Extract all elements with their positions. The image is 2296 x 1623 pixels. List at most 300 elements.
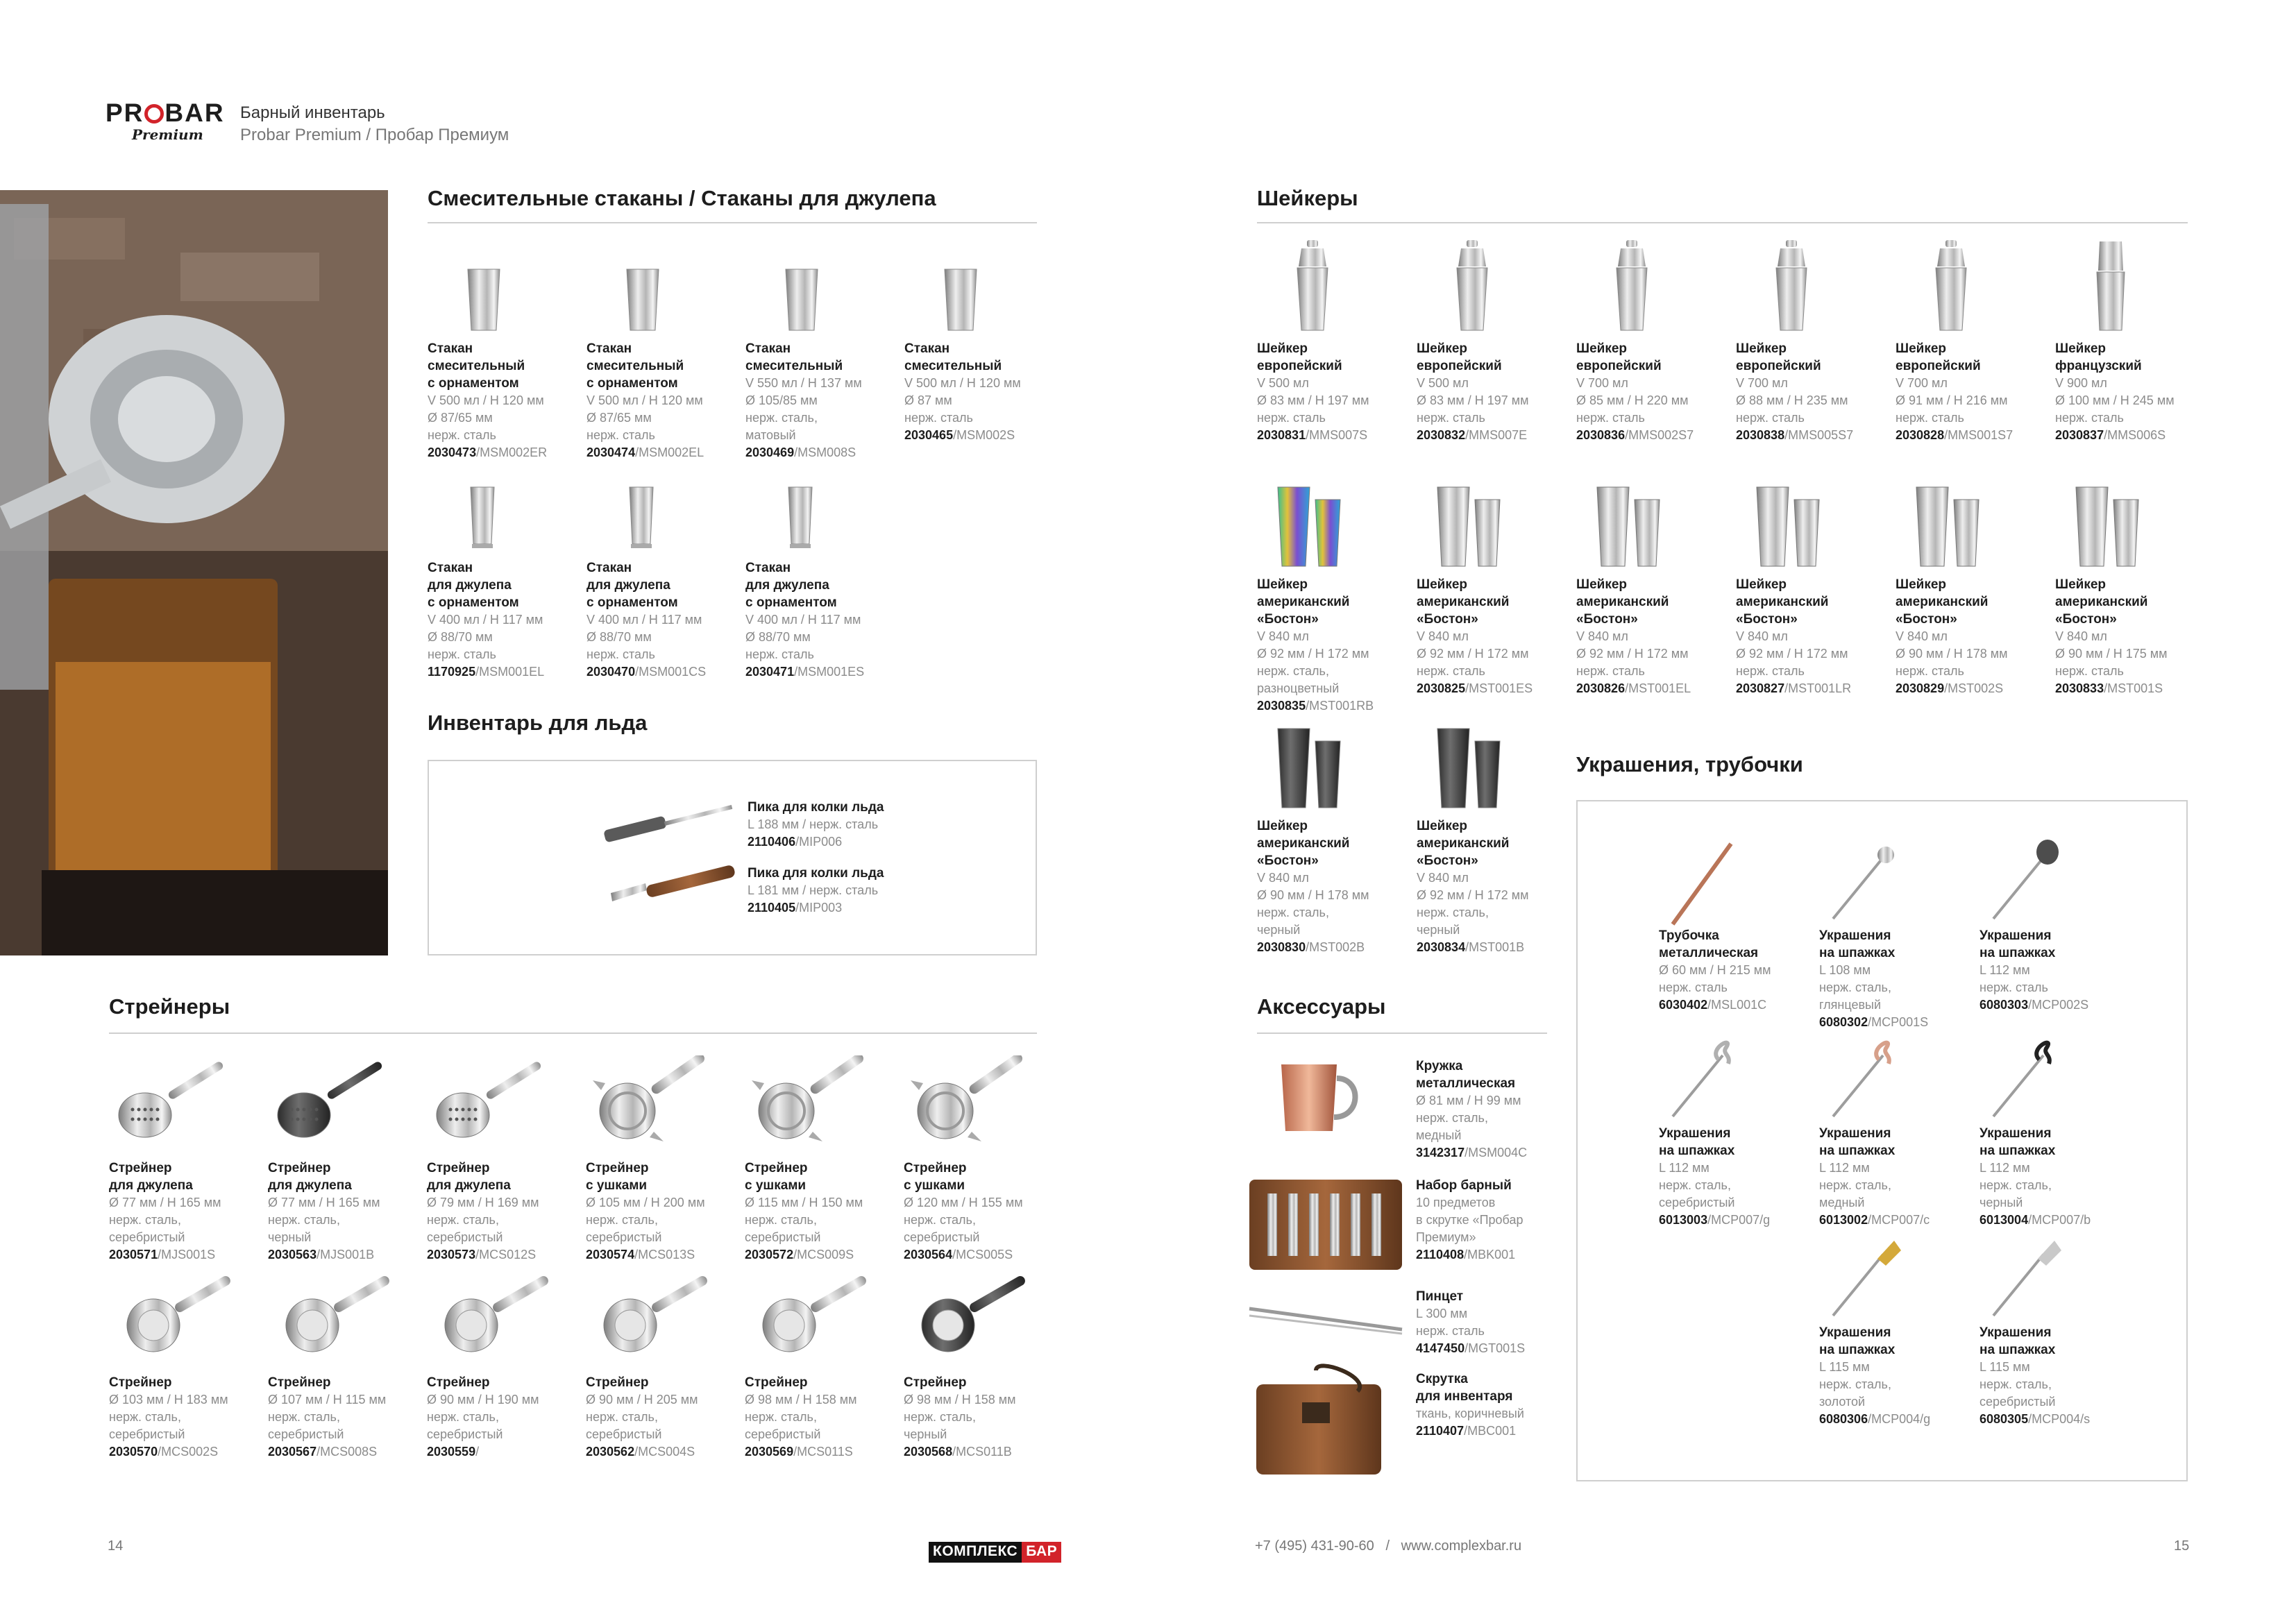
product-desc: V 840 мл Ø 92 мм / H 172 мм нерж. сталь xyxy=(1736,629,1848,678)
product-card[interactable] xyxy=(109,1055,262,1264)
product-code-number: 2030465 xyxy=(904,428,954,442)
product-sku: /MJS001S xyxy=(158,1248,216,1261)
product-name: Шейкер американский «Бостон» xyxy=(1257,577,1350,627)
product-image xyxy=(745,258,898,340)
product-code-number: 2030836 xyxy=(1576,428,1626,442)
product-image xyxy=(1736,472,1889,576)
page-number-right: 15 xyxy=(2174,1538,2190,1554)
product-name: Украшения на шпажках xyxy=(1819,928,1896,960)
product-code-number: 6013004 xyxy=(1980,1213,2029,1227)
complexbar-logo xyxy=(929,1542,1061,1563)
product-desc: L 108 мм нерж. сталь, глянцевый xyxy=(1819,963,1891,1012)
product-name: Стакан смесительный xyxy=(904,341,1002,373)
header-title: Барный инвентарь xyxy=(240,103,385,122)
product-code-number: 2110405 xyxy=(748,901,796,915)
product-card[interactable] xyxy=(904,1055,1056,1264)
product-desc: Ø 81 мм / H 99 мм нерж. сталь, медный xyxy=(1416,1094,1521,1142)
product-code xyxy=(428,444,580,461)
product-code-number: 2030830 xyxy=(1257,940,1306,954)
product-card[interactable] xyxy=(1257,713,1410,956)
product-code-number: 2030567 xyxy=(268,1445,317,1459)
section-garnish-title: Украшения, трубочки xyxy=(1576,752,1803,776)
product-sku: /MST001LR xyxy=(1784,681,1852,695)
product-name: Стрейнер xyxy=(745,1375,808,1390)
product-code-number: 2030559 xyxy=(427,1445,476,1459)
product-desc: V 840 мл Ø 90 мм / H 178 мм нерж. сталь, черный xyxy=(1257,871,1369,937)
product-desc: Ø 90 мм / H 190 мм нерж. сталь, серебристый xyxy=(427,1393,539,1441)
product-code xyxy=(1659,1212,1812,1229)
product-card[interactable] xyxy=(745,1270,897,1461)
product-card[interactable] xyxy=(1819,1227,1972,1428)
product-code-number: 2030474 xyxy=(586,445,636,459)
product-code xyxy=(1416,1340,1555,1357)
product-code-number: 2030834 xyxy=(1417,940,1466,954)
product-sku: /MCS011S xyxy=(793,1445,853,1459)
product-card[interactable] xyxy=(1416,1288,1555,1357)
product-name: Стакан для джулепа с орнаментом xyxy=(428,561,519,610)
section-strainers-title: Стрейнеры xyxy=(109,994,230,1019)
product-desc: Ø 103 мм / H 183 мм нерж. сталь, серебристый xyxy=(109,1393,228,1441)
product-code-number: 3142317 xyxy=(1416,1146,1465,1159)
product-desc: V 840 мл Ø 90 мм / H 175 мм нерж. сталь xyxy=(2055,629,2168,678)
product-code xyxy=(427,1246,580,1264)
product-sku: / xyxy=(475,1445,480,1459)
product-code xyxy=(109,1246,262,1264)
accessory-image xyxy=(1240,1051,1413,1172)
product-code-number: 2030568 xyxy=(904,1445,953,1459)
product-code xyxy=(1896,427,2048,444)
product-code-number: 6080303 xyxy=(1980,998,2029,1012)
product-card[interactable] xyxy=(1980,1028,2132,1229)
product-sku: /MST001B xyxy=(1465,940,1525,954)
product-desc: V 400 мл / H 117 мм Ø 88/70 мм нерж. сталь xyxy=(428,613,543,661)
product-code-number: 2110407 xyxy=(1416,1424,1464,1438)
product-desc: V 500 мл / H 120 мм Ø 87/65 мм нерж. сталь xyxy=(428,393,544,442)
product-sku: /MBK001 xyxy=(1464,1248,1516,1261)
product-card[interactable] xyxy=(1257,236,1410,444)
product-name: Украшения на шпажках xyxy=(1819,1325,1896,1357)
product-name: Шейкер американский «Бостон» xyxy=(1896,577,1989,627)
strainer-photo xyxy=(0,190,388,955)
section-divider xyxy=(109,1033,1037,1034)
accessory-image xyxy=(1240,1170,1413,1291)
product-code xyxy=(1257,697,1410,715)
product-sku: /MMS001S7 xyxy=(1944,428,2014,442)
product-sku: /MMS005S7 xyxy=(1784,428,1854,442)
product-sku: /MSM002ER xyxy=(476,445,548,459)
product-desc: Ø 120 мм / H 155 мм нерж. сталь, серебристый xyxy=(904,1196,1023,1244)
product-card[interactable] xyxy=(1896,236,2048,444)
product-desc: V 840 мл Ø 92 мм / H 172 мм нерж. сталь, разноцветный xyxy=(1257,629,1369,695)
product-code xyxy=(1980,1411,2132,1428)
product-name: Пика для колки льда xyxy=(748,866,884,881)
product-card[interactable] xyxy=(427,1055,580,1264)
product-code-number: 2030572 xyxy=(745,1248,794,1261)
product-image xyxy=(2055,472,2208,576)
product-name: Шейкер американский «Бостон» xyxy=(1576,577,1669,627)
product-card[interactable] xyxy=(586,1270,738,1461)
product-sku: /MST002S xyxy=(1944,681,2004,695)
product-desc: V 700 мл Ø 88 мм / H 235 мм нерж. сталь xyxy=(1736,376,1848,425)
product-code-number: 2030469 xyxy=(745,445,795,459)
product-image xyxy=(586,258,739,340)
product-name: Украшения на шпажках xyxy=(1980,1126,2056,1158)
product-sku: /MCS009S xyxy=(793,1248,854,1261)
product-image xyxy=(109,1270,262,1374)
section-divider xyxy=(1257,222,2188,223)
product-sku: /MCP007/g xyxy=(1707,1213,1771,1227)
product-code xyxy=(109,1443,262,1461)
product-code-number: 2030473 xyxy=(428,445,477,459)
product-card[interactable] xyxy=(586,1055,738,1264)
product-desc: V 400 мл / H 117 мм Ø 88/70 мм нерж. сталь xyxy=(586,613,702,661)
product-name: Стрейнер xyxy=(586,1375,649,1390)
product-card[interactable] xyxy=(427,1270,580,1461)
product-card[interactable] xyxy=(1819,1028,1972,1229)
product-code-number: 2030838 xyxy=(1736,428,1785,442)
product-sku: /MCS013S xyxy=(634,1248,695,1261)
product-code xyxy=(427,1443,580,1461)
product-name: Стакан смесительный xyxy=(745,341,843,373)
product-image xyxy=(1819,1227,1972,1324)
product-image xyxy=(427,1055,580,1159)
product-sku: /MSM002EL xyxy=(635,445,704,459)
product-sku: /MST001EL xyxy=(1625,681,1691,695)
accessory-image xyxy=(1240,1363,1413,1485)
product-code xyxy=(1896,680,2048,697)
product-desc: V 840 мл Ø 92 мм / H 172 мм нерж. сталь, черный xyxy=(1417,871,1529,937)
product-sku: /MIP003 xyxy=(795,901,843,915)
product-sku: /MMS002S7 xyxy=(1625,428,1694,442)
product-code xyxy=(1819,1411,1972,1428)
product-sku: /MST002B xyxy=(1306,940,1365,954)
product-sku: /MCP007/c xyxy=(1868,1213,1930,1227)
product-code-number: 2030828 xyxy=(1896,428,1945,442)
product-card[interactable] xyxy=(1417,472,1569,697)
product-desc: L 181 мм / нерж. сталь xyxy=(748,883,879,897)
product-code xyxy=(268,1246,421,1264)
product-desc: V 840 мл Ø 92 мм / H 172 мм нерж. сталь xyxy=(1576,629,1689,678)
product-code xyxy=(745,1443,897,1461)
product-code-number: 2030831 xyxy=(1257,428,1306,442)
product-desc: L 112 мм нерж. сталь, медный xyxy=(1819,1161,1891,1209)
product-code xyxy=(1736,680,1889,697)
product-image xyxy=(1896,472,2048,576)
product-desc: V 840 мл Ø 90 мм / H 178 мм нерж. сталь xyxy=(1896,629,2008,678)
product-card[interactable] xyxy=(428,258,580,461)
product-code xyxy=(1257,939,1410,956)
product-sku: /MST001ES xyxy=(1465,681,1533,695)
product-image xyxy=(1819,1028,1972,1125)
product-code-number: 2030470 xyxy=(586,665,636,679)
product-desc: Ø 107 мм / H 115 мм нерж. сталь, серебристый xyxy=(268,1393,387,1441)
product-card[interactable] xyxy=(1417,713,1569,956)
product-card[interactable] xyxy=(745,258,898,461)
product-sku: /MCP002S xyxy=(2028,998,2089,1012)
product-code xyxy=(748,899,842,917)
photo-illustration xyxy=(0,190,388,955)
product-code-number: 2030571 xyxy=(109,1248,158,1261)
product-name: Скрутка для инвентаря xyxy=(1416,1372,1513,1404)
product-image xyxy=(1896,236,2048,340)
product-name: Украшения на шпажках xyxy=(1659,1126,1735,1158)
product-name: Стрейнер для джулепа xyxy=(109,1161,193,1193)
product-code-number: 2030826 xyxy=(1576,681,1626,695)
product-code xyxy=(586,1246,738,1264)
product-name: Шейкер французский xyxy=(2055,341,2142,373)
product-card[interactable] xyxy=(1819,830,1972,1031)
ice-pick-image xyxy=(597,784,750,857)
product-code xyxy=(586,1443,738,1461)
product-card[interactable] xyxy=(268,1055,421,1264)
product-desc: ткань, коричневый xyxy=(1416,1407,1524,1420)
probar-logo: PR BAR Premium xyxy=(105,99,228,149)
product-card[interactable] xyxy=(1736,236,1889,444)
product-desc: L 188 мм / нерж. сталь xyxy=(748,817,879,831)
product-desc: V 400 мл / H 117 мм Ø 88/70 мм нерж. сталь xyxy=(745,613,861,661)
product-sku: /MCS012S xyxy=(475,1248,537,1261)
product-image xyxy=(1257,713,1410,817)
product-code xyxy=(1576,680,1729,697)
product-sku: /MSM001ES xyxy=(794,665,865,679)
header-subtitle: Probar Premium / Пробар Премиум xyxy=(240,126,509,144)
product-code xyxy=(1417,427,1569,444)
section-ice-title: Инвентарь для льда xyxy=(428,711,648,735)
product-desc: L 115 мм нерж. сталь, золотой xyxy=(1819,1360,1891,1409)
product-desc: Ø 79 мм / H 169 мм нерж. сталь, серебристый xyxy=(427,1196,539,1244)
product-card[interactable] xyxy=(109,1270,262,1461)
product-card[interactable] xyxy=(745,1055,897,1264)
product-card[interactable] xyxy=(1659,830,1812,1014)
product-image xyxy=(1980,1227,2132,1324)
product-name: Стрейнер с ушками xyxy=(586,1161,649,1193)
product-image xyxy=(1417,713,1569,817)
product-code-number: 2030564 xyxy=(904,1248,953,1261)
product-code-number: 2030573 xyxy=(427,1248,476,1261)
product-name: Стакан смесительный с орнаментом xyxy=(586,341,684,391)
section-shakers-title: Шейкеры xyxy=(1257,186,1358,210)
product-sku: /MSM008S xyxy=(794,445,856,459)
product-name: Шейкер американский «Бостон» xyxy=(1257,819,1350,868)
logo-sub: Premium xyxy=(132,126,203,143)
product-name: Шейкер американский «Бостон» xyxy=(1736,577,1829,627)
product-code xyxy=(1417,680,1569,697)
product-desc: L 300 мм нерж. сталь xyxy=(1416,1307,1485,1338)
product-code xyxy=(1416,1246,1555,1264)
product-code xyxy=(2055,427,2208,444)
product-desc: V 500 мл / H 120 мм Ø 87/65 мм нерж. сталь xyxy=(586,393,703,442)
product-name: Стрейнер xyxy=(904,1375,967,1390)
product-code-number: 6030402 xyxy=(1659,998,1708,1012)
product-name: Стакан для джулепа с орнаментом xyxy=(745,561,837,610)
product-image xyxy=(428,477,580,559)
product-sku: /MCS005S xyxy=(952,1248,1013,1261)
product-code-number: 6080305 xyxy=(1980,1412,2029,1426)
product-code-number: 1170925 xyxy=(428,665,476,679)
product-code xyxy=(1416,1144,1555,1162)
product-card[interactable] xyxy=(586,258,739,461)
product-name: Шейкер европейский xyxy=(1417,341,1502,373)
product-desc: Ø 77 мм / H 165 мм нерж. сталь, черный xyxy=(268,1196,380,1244)
product-card[interactable] xyxy=(1417,236,1569,444)
product-card[interactable] xyxy=(1980,1227,2132,1428)
product-desc: V 840 мл Ø 92 мм / H 172 мм нерж. сталь xyxy=(1417,629,1529,678)
product-card[interactable] xyxy=(1736,472,1889,697)
product-card[interactable] xyxy=(1416,1057,1555,1162)
product-code-number: 2030827 xyxy=(1736,681,1785,695)
product-code xyxy=(1416,1422,1555,1440)
product-code-number: 6013002 xyxy=(1819,1213,1868,1227)
product-image xyxy=(1980,1028,2132,1125)
product-image xyxy=(904,1055,1056,1159)
ice-pick-image xyxy=(597,850,750,923)
product-code xyxy=(268,1443,421,1461)
product-sku: /MMS007E xyxy=(1465,428,1528,442)
product-card[interactable] xyxy=(1576,472,1729,697)
product-name: Стакан смесительный с орнаментом xyxy=(428,341,525,391)
product-name: Стрейнер xyxy=(427,1375,490,1390)
product-sku: /MIP006 xyxy=(795,835,843,849)
product-sku: /MST001S xyxy=(2104,681,2163,695)
product-image xyxy=(1257,472,1410,576)
product-image xyxy=(428,258,580,340)
product-card[interactable] xyxy=(745,477,898,681)
product-card[interactable] xyxy=(1980,830,2132,1014)
product-image xyxy=(586,1270,738,1374)
product-sku: /MGT001S xyxy=(1464,1341,1526,1355)
product-desc: Ø 105 мм / H 200 мм нерж. сталь, серебристый xyxy=(586,1196,705,1244)
product-card[interactable] xyxy=(1257,472,1410,715)
product-desc: Ø 98 мм / H 158 мм нерж. сталь, черный xyxy=(904,1393,1016,1441)
product-image xyxy=(427,1270,580,1374)
product-sku: /MSM002S xyxy=(953,428,1015,442)
product-sku: /MCS008S xyxy=(316,1445,378,1459)
product-image xyxy=(1417,472,1569,576)
product-image xyxy=(1659,830,1812,927)
product-sku: /MCS002S xyxy=(158,1445,219,1459)
section-divider xyxy=(1257,1033,1547,1034)
product-code xyxy=(2055,680,2208,697)
product-code xyxy=(1417,939,1569,956)
product-code xyxy=(1257,427,1410,444)
product-card[interactable] xyxy=(2055,236,2208,444)
product-card[interactable] xyxy=(586,477,739,681)
product-card[interactable] xyxy=(1659,1028,1812,1229)
product-sku: /MCS004S xyxy=(634,1445,695,1459)
product-desc: V 500 мл / H 120 мм Ø 87 мм нерж. сталь xyxy=(904,376,1021,425)
product-name: Трубочка металлическая xyxy=(1659,928,1759,960)
page-number-left: 14 xyxy=(108,1538,124,1554)
product-sku: /MBC001 xyxy=(1464,1424,1517,1438)
product-sku: /MJS001B xyxy=(316,1248,375,1261)
product-sku: /MCS011B xyxy=(952,1445,1012,1459)
product-desc: V 500 мл Ø 83 мм / H 197 мм нерж. сталь xyxy=(1417,376,1529,425)
section-mixing-title: Смесительные стаканы / Стаканы для джулепа xyxy=(428,186,936,210)
product-code-number: 2030570 xyxy=(109,1445,158,1459)
product-name: Шейкер европейский xyxy=(1576,341,1662,373)
product-image xyxy=(1736,236,1889,340)
product-sku: /MSM001EL xyxy=(475,665,545,679)
product-code-number: 6080306 xyxy=(1819,1412,1868,1426)
product-image xyxy=(904,258,1057,340)
product-name: Шейкер американский «Бостон» xyxy=(2055,577,2148,627)
product-name: Стрейнер xyxy=(268,1375,331,1390)
product-sku: /MMS006S xyxy=(2104,428,2166,442)
product-card[interactable] xyxy=(1896,472,2048,697)
footer-contact: +7 (495) 431-90-60 / www.complexbar.ru xyxy=(1255,1538,1522,1554)
product-image xyxy=(268,1055,421,1159)
product-name: Шейкер европейский xyxy=(1257,341,1342,373)
product-code-number: 2030833 xyxy=(2055,681,2104,695)
product-card[interactable] xyxy=(1576,236,1729,444)
product-card[interactable] xyxy=(1416,1370,1555,1440)
product-card[interactable] xyxy=(428,477,580,681)
product-code xyxy=(904,1443,1056,1461)
product-code xyxy=(904,1246,1056,1264)
product-code-number: 2030569 xyxy=(745,1445,794,1459)
product-desc: Ø 60 мм / H 215 мм нерж. сталь xyxy=(1659,963,1771,994)
product-code xyxy=(586,444,739,461)
product-card[interactable] xyxy=(1416,1177,1555,1264)
product-image xyxy=(1257,236,1410,340)
product-card[interactable] xyxy=(904,258,1057,444)
product-image xyxy=(268,1270,421,1374)
product-desc: Ø 98 мм / H 158 мм нерж. сталь, серебристый xyxy=(745,1393,857,1441)
product-name: Стрейнер с ушками xyxy=(904,1161,967,1193)
product-name: Стрейнер с ушками xyxy=(745,1161,808,1193)
product-name: Украшения на шпажках xyxy=(1980,1325,2056,1357)
product-code xyxy=(1736,427,1889,444)
product-code xyxy=(428,663,580,681)
product-card[interactable] xyxy=(904,1270,1056,1461)
product-image xyxy=(1576,472,1729,576)
product-image xyxy=(1819,830,1972,927)
product-code-number: 2110408 xyxy=(1416,1248,1464,1261)
product-image xyxy=(745,1270,897,1374)
product-image xyxy=(586,1055,738,1159)
product-name: Шейкер европейский xyxy=(1896,341,1981,373)
product-name: Шейкер американский «Бостон» xyxy=(1417,819,1510,868)
product-code-number: 2030837 xyxy=(2055,428,2104,442)
product-code xyxy=(745,1246,897,1264)
product-name: Пика для колки льда xyxy=(748,800,884,815)
product-code-number: 2030563 xyxy=(268,1248,317,1261)
product-desc: V 700 мл Ø 91 мм / H 216 мм нерж. сталь xyxy=(1896,376,2008,425)
product-code-number: 2030835 xyxy=(1257,699,1306,713)
product-desc: V 900 мл Ø 100 мм / H 245 мм нерж. сталь xyxy=(2055,376,2175,425)
product-name: Украшения на шпажках xyxy=(1819,1126,1896,1158)
product-code-number: 2030825 xyxy=(1417,681,1466,695)
product-card[interactable] xyxy=(268,1270,421,1461)
product-image xyxy=(109,1055,262,1159)
product-desc: L 112 мм нерж. сталь, серебристый xyxy=(1659,1161,1735,1209)
product-code xyxy=(748,833,842,851)
product-image xyxy=(1980,830,2132,927)
product-image xyxy=(904,1270,1056,1374)
product-desc: L 112 мм нерж. сталь, черный xyxy=(1980,1161,2052,1209)
product-image xyxy=(1659,1028,1812,1125)
product-code-number: 4147450 xyxy=(1416,1341,1465,1355)
product-code xyxy=(586,663,739,681)
product-sku: /MMS007S xyxy=(1306,428,1368,442)
product-card[interactable] xyxy=(2055,472,2208,697)
product-desc: Ø 115 мм / H 150 мм нерж. сталь, серебристый xyxy=(745,1196,863,1244)
product-desc: V 500 мл Ø 83 мм / H 197 мм нерж. сталь xyxy=(1257,376,1369,425)
product-name: Набор барный xyxy=(1416,1178,1512,1193)
product-code xyxy=(745,444,898,461)
product-image xyxy=(745,1055,897,1159)
product-desc: L 115 мм нерж. сталь, серебристый xyxy=(1980,1360,2056,1409)
